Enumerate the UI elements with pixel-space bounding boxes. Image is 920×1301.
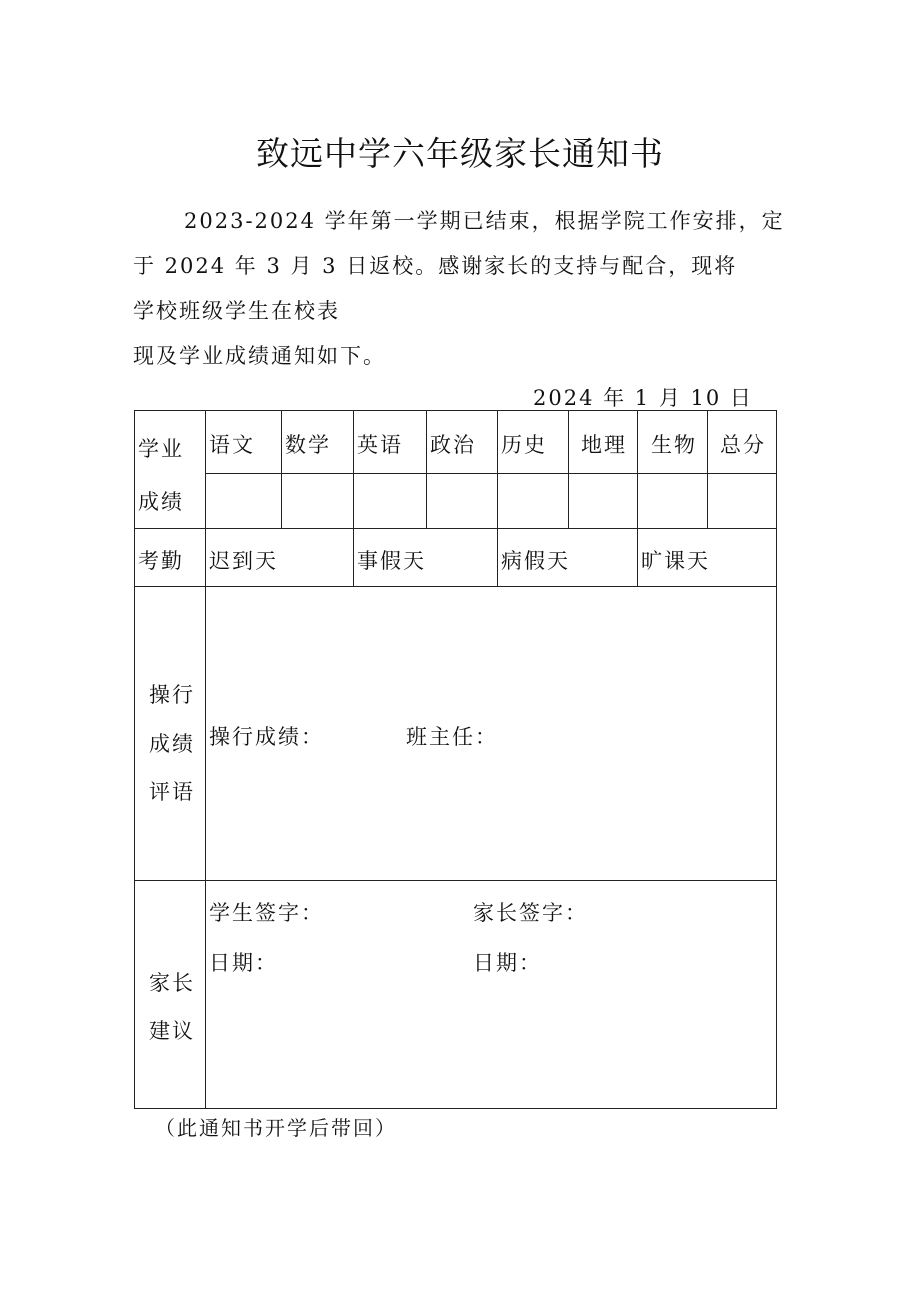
parent-signature-label: 家长签字： [473,901,588,925]
attendance-label: 考勤 [138,549,184,573]
grades-subject-row [135,411,777,474]
score-field-math[interactable] [282,474,354,529]
footer-note: （此通知书开学后带回） [155,1116,397,1140]
grades-label-1: 学业 [138,437,184,461]
parent-label-1: 家长 [149,971,195,995]
late-days-label: 迟到天 [209,549,278,573]
conduct-label-2: 成绩 [149,732,195,756]
subject-cell [354,411,427,474]
notice-date: 2024 年 1 月 10 日 [533,386,753,410]
personal-leave-cell[interactable] [354,529,498,587]
parent-label-cell [135,881,206,1109]
score-field-geography[interactable] [569,474,638,529]
conduct-row [135,587,777,881]
intro-line-1: 2023-2024 学年第一学期已结束，根据学院工作安排，定 [184,209,785,233]
attendance-row [135,529,777,587]
score-field-politics[interactable] [427,474,498,529]
sick-leave-cell[interactable] [498,529,638,587]
parent-label-2: 建议 [149,1019,195,1043]
subject-cell [427,411,498,474]
subject-math: 数学 [285,433,331,457]
subject-cell [282,411,354,474]
absent-cell[interactable] [638,529,777,587]
subject-geography: 地理 [581,433,627,457]
grades-score-row [135,474,777,529]
page-title: 致远中学六年级家长通知书 [256,134,664,173]
score-field-total[interactable] [708,474,777,529]
parent-content-cell[interactable] [206,881,777,1109]
subject-cell [498,411,569,474]
student-signature-label: 学生签字： [209,901,324,925]
late-cell[interactable] [206,529,354,587]
subject-cell [569,411,638,474]
grades-label-2: 成绩 [138,490,184,514]
subject-cell [638,411,708,474]
subject-english: 英语 [357,433,403,457]
personal-leave-label: 事假天 [357,549,426,573]
attendance-label-cell [135,529,206,587]
intro-line-3: 学校班级学生在校表 [133,299,340,323]
conduct-label-3: 评语 [149,780,195,804]
report-table [134,410,777,1109]
conduct-content-cell[interactable] [206,587,777,881]
subject-biology: 生物 [651,433,697,457]
intro-line-2: 于 2024 年 3 月 3 日返校。感谢家长的支持与配合，现将 [133,254,738,278]
score-field-history[interactable] [498,474,569,529]
score-field-chinese[interactable] [206,474,282,529]
conduct-label-cell [135,587,206,881]
subject-politics: 政治 [430,433,476,457]
score-field-biology[interactable] [638,474,708,529]
subject-cell [708,411,777,474]
conduct-label-1: 操行 [149,683,195,707]
parent-row [135,881,777,1109]
subject-history: 历史 [501,433,547,457]
subject-total: 总分 [720,433,766,457]
parent-date-label: 日期： [473,951,542,975]
subject-cell [206,411,282,474]
absent-days-label: 旷课天 [641,549,710,573]
subject-chinese: 语文 [209,433,255,457]
conduct-grade-label: 操行成绩： [209,725,324,749]
head-teacher-label: 班主任： [406,725,498,749]
score-field-english[interactable] [354,474,427,529]
student-date-label: 日期： [209,951,278,975]
sick-leave-label: 病假天 [501,549,570,573]
intro-line-4: 现及学业成绩通知如下。 [133,344,386,368]
grades-label-cell [135,411,206,529]
